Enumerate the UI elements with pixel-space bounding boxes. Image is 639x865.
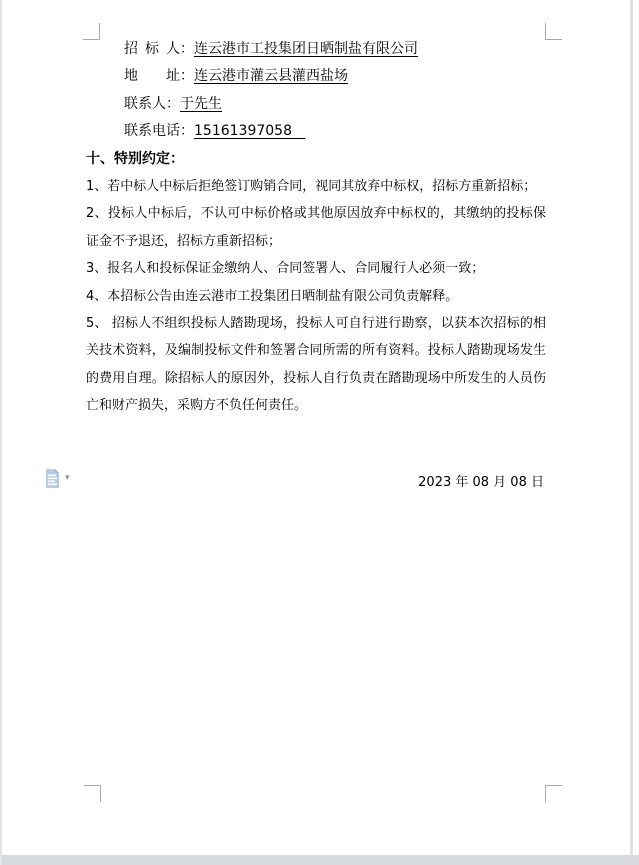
canvas-background-bottom: [2, 855, 639, 865]
address-value: 连云港市灌云县灌西盐场: [194, 68, 348, 85]
phone-label: 联系电话：: [124, 123, 194, 140]
clause-2: 2、投标人中标后，不认可中标价格或其他原因放弃中标权的，其缴纳的投标保证金不予退还，招标方重新招标；: [86, 206, 546, 249]
tenderer-value: 连云港市工投集团日晒制盐有限公司: [194, 41, 418, 57]
paste-options-icon: [45, 469, 60, 492]
clause-5: 5、 招标人不组织投标人踏勘现场，投标人可自行进行勘察，以获本次招标的相关技术资料，及编制投标文件和签署合同所需的所有资料。投标人踏勘现场发生的费用自理。除招标人的原因外，投标人自行负责在踏勘现场中所发生的人员伤亡和财产损失，采购方不负任何责任。: [86, 316, 546, 414]
page-right-edge: [630, 0, 633, 855]
clause-1: 1、若中标人中标后拒绝签订购销合同，视同其放弃中标权，招标方重新招标；: [86, 179, 537, 195]
address-label: 地 址：: [124, 68, 194, 85]
contact-person-value: 于先生: [180, 95, 222, 112]
contact-person-line: [124, 91, 546, 118]
contact-person-label: 联系人：: [124, 95, 180, 112]
clause-4: 4、本招标公告由连云港市工投集团日晒制盐有限公司负责解释。: [86, 288, 459, 304]
text-boundary-mark-bottom-left: [84, 785, 101, 802]
phone-value: 15161397058: [194, 123, 306, 140]
tenderer-label: 招 标 人：: [124, 41, 194, 57]
tenderer-contact-block: [86, 36, 546, 146]
document-body: [86, 36, 546, 420]
document-date: 2023 年 08 月 08 日: [418, 475, 544, 490]
section-heading-special-terms: 十、特别约定：: [86, 150, 184, 167]
paste-options-button[interactable]: [45, 469, 70, 492]
address-line: [124, 63, 546, 90]
tenderer-line: [124, 36, 546, 63]
phone-line: [124, 118, 546, 145]
clause-3: 3、报名人和投标保证金缴纳人、合同签署人、合同履行人必须一致；: [86, 261, 485, 277]
text-boundary-mark-top-right: [545, 23, 562, 40]
text-boundary-mark-bottom-right: [545, 785, 562, 802]
chevron-down-icon: ▾: [65, 473, 70, 483]
